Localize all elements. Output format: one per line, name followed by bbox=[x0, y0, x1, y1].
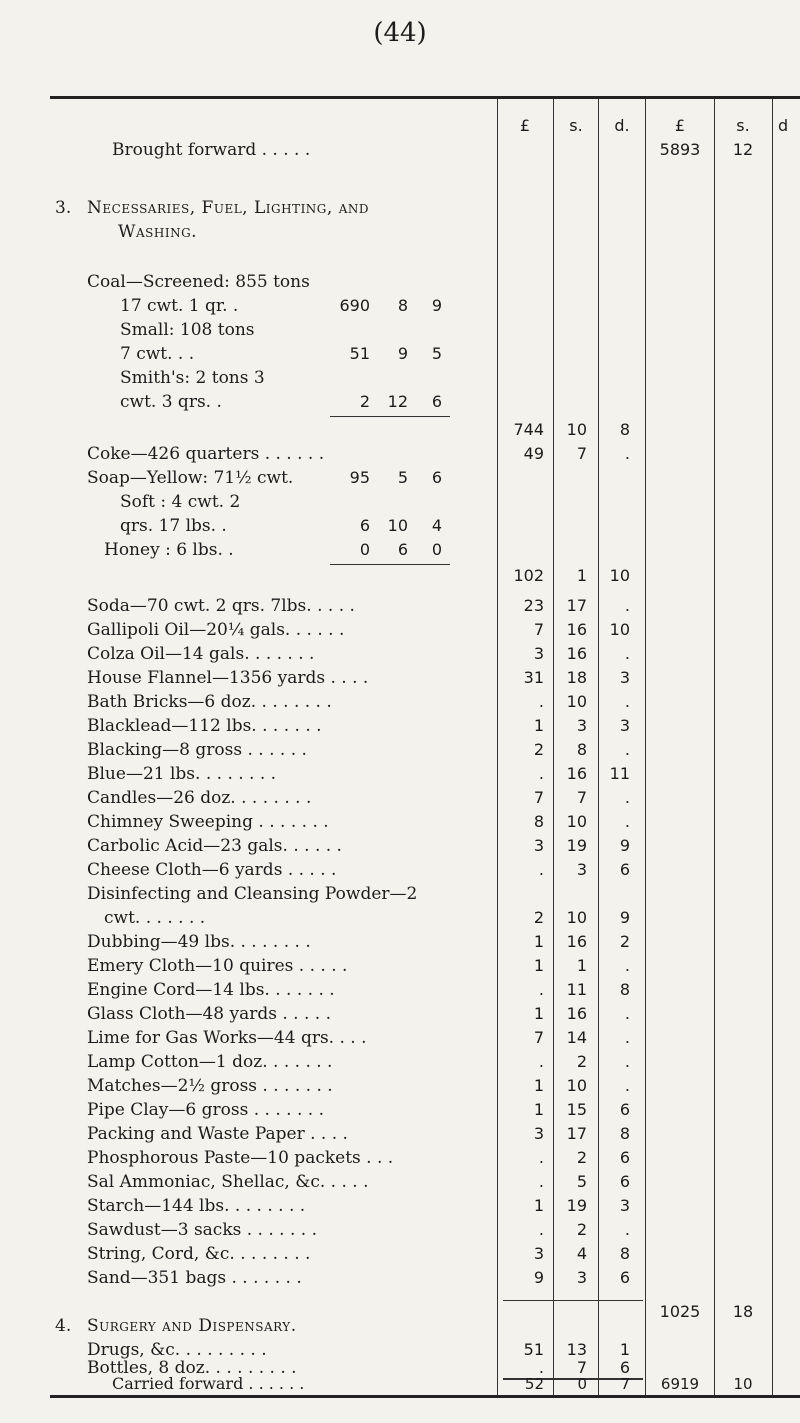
section-4-number: 4. bbox=[55, 1316, 72, 1336]
section-3-total-pounds: 1025 bbox=[659, 1302, 701, 1321]
coal-total-shillings: 10 bbox=[566, 420, 587, 439]
item-pence: . bbox=[624, 788, 630, 807]
item-pounds: 31 bbox=[523, 668, 544, 687]
item-label: Candles—26 doz. . . . . . . . bbox=[87, 788, 312, 808]
bottles-pounds: . bbox=[538, 1358, 544, 1377]
item-label: Soda—70 cwt. 2 qrs. 7lbs. . . . . bbox=[87, 596, 355, 616]
drugs-pence: 1 bbox=[619, 1340, 630, 1359]
item-pence: 11 bbox=[609, 764, 630, 783]
coal-line: Small: 108 tons bbox=[120, 320, 255, 340]
item-pounds: . bbox=[538, 980, 544, 999]
drugs-shillings: 13 bbox=[566, 1340, 587, 1359]
item-label: Engine Cord—14 lbs. . . . . . . bbox=[87, 980, 335, 1000]
drugs-pounds: 51 bbox=[523, 1340, 544, 1359]
item-shillings: 7 bbox=[576, 788, 587, 807]
soap-sub-pounds: 95 bbox=[349, 468, 370, 487]
column-divider bbox=[645, 99, 646, 1395]
item-shillings: 10 bbox=[566, 692, 587, 711]
item-pence: . bbox=[624, 1004, 630, 1023]
item-pence: . bbox=[624, 956, 630, 975]
drugs-label: Drugs, &c. . . . . . . . . bbox=[87, 1340, 267, 1360]
item-pence: 6 bbox=[619, 1172, 630, 1191]
item-pounds: . bbox=[538, 1220, 544, 1239]
coke-shillings: 7 bbox=[576, 444, 587, 463]
item-label: String, Cord, &c. . . . . . . . bbox=[87, 1244, 311, 1264]
item-shillings: 19 bbox=[566, 836, 587, 855]
item-pence: 8 bbox=[619, 1124, 630, 1143]
column-divider bbox=[553, 99, 554, 1395]
soap-sub-pounds: 0 bbox=[359, 540, 370, 559]
item-pounds: . bbox=[538, 1052, 544, 1071]
item-shillings: 18 bbox=[566, 668, 587, 687]
coal-sub-pounds: 51 bbox=[349, 344, 370, 363]
item-label: Dubbing—49 lbs. . . . . . . . bbox=[87, 932, 311, 952]
item-pounds: 1 bbox=[533, 956, 544, 975]
item-pounds: . bbox=[538, 764, 544, 783]
item-pence: 6 bbox=[619, 1268, 630, 1287]
item-label: Matches—2½ gross . . . . . . . bbox=[87, 1076, 333, 1096]
disinfecting-pence: 9 bbox=[619, 908, 630, 927]
soap-sub-shillings: 10 bbox=[387, 516, 408, 535]
bottom-rule bbox=[50, 1395, 800, 1398]
item-pounds: 1 bbox=[533, 932, 544, 951]
item-label: Bath Bricks—6 doz. . . . . . . . bbox=[87, 692, 332, 712]
item-shillings: 19 bbox=[566, 1196, 587, 1215]
bottles-shillings: 7 bbox=[576, 1358, 587, 1377]
disinfecting-pounds: 2 bbox=[533, 908, 544, 927]
item-pence: 2 bbox=[619, 932, 630, 951]
soap-sub-pounds: 6 bbox=[359, 516, 370, 535]
header-pounds: £ bbox=[519, 116, 531, 135]
section-3-title-cont: Washing. bbox=[118, 222, 198, 242]
item-label: Blue—21 lbs. . . . . . . . bbox=[87, 764, 277, 784]
soap-line: Soap—Yellow: 71½ cwt. bbox=[87, 468, 294, 488]
item-label: Lime for Gas Works—44 qrs. . . . bbox=[87, 1028, 367, 1048]
item-shillings: 4 bbox=[576, 1244, 587, 1263]
carried-forward-total-shillings: 10 bbox=[733, 1375, 753, 1393]
item-label: Colza Oil—14 gals. . . . . . . bbox=[87, 644, 315, 664]
item-pounds: 1 bbox=[533, 1196, 544, 1215]
coal-total-pence: 8 bbox=[619, 420, 630, 439]
soap-sum-rule bbox=[330, 564, 450, 565]
item-label: Packing and Waste Paper . . . . bbox=[87, 1124, 348, 1144]
carried-forward-label: Carried forward . . . . . . bbox=[112, 1374, 305, 1393]
item-shillings: 10 bbox=[566, 812, 587, 831]
column-divider bbox=[598, 99, 599, 1395]
item-shillings: 8 bbox=[576, 740, 587, 759]
item-pence: . bbox=[624, 1076, 630, 1095]
item-pounds: 7 bbox=[533, 788, 544, 807]
item-shillings: 3 bbox=[576, 860, 587, 879]
bottles-label: Bottles, 8 doz. . . . . . . . . bbox=[87, 1358, 297, 1378]
soap-line: Honey : 6 lbs. . bbox=[104, 540, 234, 560]
item-label: Gallipoli Oil—20¼ gals. . . . . . bbox=[87, 620, 345, 640]
item-shillings: 16 bbox=[566, 764, 587, 783]
item-label: Carbolic Acid—23 gals. . . . . . bbox=[87, 836, 342, 856]
coal-sub-shillings: 12 bbox=[387, 392, 408, 411]
item-pounds: . bbox=[538, 860, 544, 879]
item-pounds: . bbox=[538, 1148, 544, 1167]
section-3-number: 3. bbox=[55, 198, 72, 218]
item-pence: 8 bbox=[619, 980, 630, 999]
item-pence: 6 bbox=[619, 1100, 630, 1119]
item-pounds: . bbox=[538, 1172, 544, 1191]
soap-sub-shillings: 5 bbox=[397, 468, 408, 487]
column-divider bbox=[497, 99, 498, 1395]
coal-line: 17 cwt. 1 qr. . bbox=[120, 296, 239, 316]
item-pence: . bbox=[624, 644, 630, 663]
item-pounds: 3 bbox=[533, 644, 544, 663]
coal-sub-pence: 9 bbox=[431, 296, 442, 315]
soap-sub-shillings: 6 bbox=[397, 540, 408, 559]
item-shillings: 16 bbox=[566, 932, 587, 951]
coal-sub-pounds: 2 bbox=[359, 392, 370, 411]
item-label: Cheese Cloth—6 yards . . . . . bbox=[87, 860, 337, 880]
soap-sub-pence: 0 bbox=[431, 540, 442, 559]
coal-line: cwt. 3 qrs. . bbox=[120, 392, 222, 412]
brought-forward-pounds: 5893 bbox=[659, 140, 701, 159]
item-label: Sand—351 bags . . . . . . . bbox=[87, 1268, 302, 1288]
coal-sum-rule bbox=[330, 416, 450, 417]
item-pence: . bbox=[624, 1220, 630, 1239]
item-shillings: 11 bbox=[566, 980, 587, 999]
item-pence: 10 bbox=[609, 620, 630, 639]
item-pence: 9 bbox=[619, 836, 630, 855]
coal-line: 7 cwt. . . bbox=[120, 344, 195, 364]
item-shillings: 14 bbox=[566, 1028, 587, 1047]
item-label: Starch—144 lbs. . . . . . . . bbox=[87, 1196, 306, 1216]
disinfecting-label: Disinfecting and Cleansing Powder—2 bbox=[87, 884, 418, 904]
item-pence: . bbox=[624, 812, 630, 831]
column-divider bbox=[772, 99, 773, 1395]
item-shillings: 2 bbox=[576, 1220, 587, 1239]
item-label: Sal Ammoniac, Shellac, &c. . . . . bbox=[87, 1172, 369, 1192]
item-pounds: 3 bbox=[533, 836, 544, 855]
item-label: Blacklead—112 lbs. . . . . . . bbox=[87, 716, 322, 736]
soap-sub-pence: 6 bbox=[431, 468, 442, 487]
soap-total-pounds: 102 bbox=[513, 566, 544, 585]
header-total-shillings: s. bbox=[736, 116, 750, 135]
item-pounds: . bbox=[538, 692, 544, 711]
item-shillings: 5 bbox=[576, 1172, 587, 1191]
item-shillings: 15 bbox=[566, 1100, 587, 1119]
item-pence: . bbox=[624, 740, 630, 759]
item-pence: . bbox=[624, 692, 630, 711]
item-label: Emery Cloth—10 quires . . . . . bbox=[87, 956, 348, 976]
section-3-total-shillings: 18 bbox=[732, 1302, 754, 1321]
item-pounds: 1 bbox=[533, 716, 544, 735]
item-pence: 3 bbox=[619, 716, 630, 735]
coke-pence: . bbox=[624, 444, 630, 463]
item-pounds: 3 bbox=[533, 1124, 544, 1143]
item-shillings: 16 bbox=[566, 644, 587, 663]
coke-label: Coke—426 quarters . . . . . . bbox=[87, 444, 325, 464]
item-shillings: 2 bbox=[576, 1052, 587, 1071]
coal-sub-pence: 6 bbox=[431, 392, 442, 411]
item-label: Blacking—8 gross . . . . . . bbox=[87, 740, 307, 760]
soap-total-pence: 10 bbox=[609, 566, 630, 585]
item-pounds: 1 bbox=[533, 1004, 544, 1023]
item-shillings: 16 bbox=[566, 620, 587, 639]
item-label: Glass Cloth—48 yards . . . . . bbox=[87, 1004, 332, 1024]
header-total-pence: d bbox=[778, 116, 789, 135]
item-label: Pipe Clay—6 gross . . . . . . . bbox=[87, 1100, 324, 1120]
section-3-sum-rule bbox=[503, 1300, 643, 1301]
column-divider bbox=[714, 99, 715, 1395]
coal-line: Coal—Screened: 855 tons bbox=[87, 272, 310, 292]
disinfecting-shillings: 10 bbox=[566, 908, 587, 927]
carried-forward-pence: 7 bbox=[620, 1375, 630, 1393]
coal-sub-shillings: 8 bbox=[397, 296, 408, 315]
item-pounds: 2 bbox=[533, 740, 544, 759]
item-label: Chimney Sweeping . . . . . . . bbox=[87, 812, 329, 832]
header-pence: d. bbox=[614, 116, 630, 135]
disinfecting-label-cont: cwt. . . . . . . bbox=[104, 908, 206, 928]
item-shillings: 17 bbox=[566, 1124, 587, 1143]
item-pence: 3 bbox=[619, 1196, 630, 1215]
coke-pounds: 49 bbox=[523, 444, 544, 463]
coal-line: Smith's: 2 tons 3 bbox=[120, 368, 265, 388]
item-pounds: 1 bbox=[533, 1100, 544, 1119]
soap-total-shillings: 1 bbox=[576, 566, 587, 585]
item-pounds: 3 bbox=[533, 1244, 544, 1263]
header-shillings: s. bbox=[569, 116, 583, 135]
coal-sub-pounds: 690 bbox=[339, 296, 370, 315]
item-pence: 8 bbox=[619, 1244, 630, 1263]
brought-forward-label: Brought forward . . . . . bbox=[112, 140, 311, 160]
item-shillings: 1 bbox=[576, 956, 587, 975]
soap-line: qrs. 17 lbs. . bbox=[120, 516, 227, 536]
item-pence: . bbox=[624, 596, 630, 615]
soap-line: Soft : 4 cwt. 2 bbox=[120, 492, 241, 512]
item-label: Lamp Cotton—1 doz. . . . . . . bbox=[87, 1052, 333, 1072]
header-total-pounds: £ bbox=[674, 116, 686, 135]
item-shillings: 3 bbox=[576, 716, 587, 735]
item-label: House Flannel—1356 yards . . . . bbox=[87, 668, 369, 688]
item-label: Sawdust—3 sacks . . . . . . . bbox=[87, 1220, 317, 1240]
page-number: (44) bbox=[373, 18, 427, 48]
item-shillings: 3 bbox=[576, 1268, 587, 1287]
item-pence: 6 bbox=[619, 860, 630, 879]
bottles-pence: 6 bbox=[619, 1358, 630, 1377]
carried-forward-shillings: 0 bbox=[577, 1375, 587, 1393]
carried-forward-pounds: 52 bbox=[524, 1375, 544, 1393]
item-shillings: 17 bbox=[566, 596, 587, 615]
section-4-title: Surgery and Dispensary. bbox=[87, 1316, 297, 1336]
carried-forward-total-pounds: 6919 bbox=[660, 1375, 700, 1393]
item-pence: 6 bbox=[619, 1148, 630, 1167]
coal-sub-pence: 5 bbox=[431, 344, 442, 363]
coal-sub-shillings: 9 bbox=[397, 344, 408, 363]
item-pence: . bbox=[624, 1028, 630, 1047]
item-shillings: 16 bbox=[566, 1004, 587, 1023]
section-3-title: Necessaries, Fuel, Lighting, and bbox=[87, 198, 369, 218]
item-shillings: 10 bbox=[566, 1076, 587, 1095]
item-pounds: 7 bbox=[533, 620, 544, 639]
coal-total-pounds: 744 bbox=[513, 420, 544, 439]
item-pounds: 8 bbox=[533, 812, 544, 831]
item-pounds: 7 bbox=[533, 1028, 544, 1047]
brought-forward-shillings: 12 bbox=[732, 140, 754, 159]
soap-sub-pence: 4 bbox=[431, 516, 442, 535]
item-pounds: 9 bbox=[533, 1268, 544, 1287]
top-rule bbox=[50, 96, 800, 99]
item-pence: . bbox=[624, 1052, 630, 1071]
item-pounds: 1 bbox=[533, 1076, 544, 1095]
item-label: Phosphorous Paste—10 packets . . . bbox=[87, 1148, 394, 1168]
item-pence: 3 bbox=[619, 668, 630, 687]
item-shillings: 2 bbox=[576, 1148, 587, 1167]
item-pounds: 23 bbox=[523, 596, 544, 615]
